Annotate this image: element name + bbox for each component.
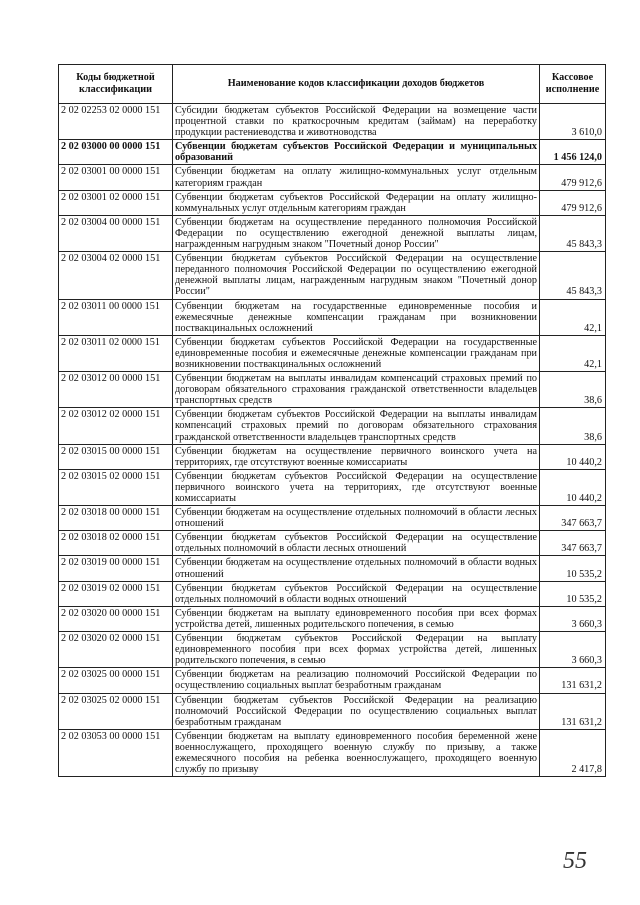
code-name-cell: Субвенции бюджетам на выплаты инвалидам компенсаций страховых премий по договорам обязательного страхования гражданской ответственности владельцев транспортных средств [173, 372, 540, 408]
table-header-row [59, 65, 606, 104]
budget-code-cell: 2 02 03020 00 0000 151 [59, 606, 173, 631]
amount-cell: 2 417,8 [540, 729, 606, 776]
code-name-cell: Субвенции бюджетам субъектов Российской Федерации на реализацию полномочий Российской Федерации по осуществлению социальных выплат безработным гражданам [173, 693, 540, 729]
budget-code-cell: 2 02 03025 00 0000 151 [59, 668, 173, 693]
amount-cell: 10 440,2 [540, 444, 606, 469]
code-name-cell: Субвенции бюджетам на выплату единовременного пособия при всех формах устройства детей, лишенных родительского попечения, в семью [173, 606, 540, 631]
budget-code-cell: 2 02 03025 02 0000 151 [59, 693, 173, 729]
budget-code-cell: 2 02 02253 02 0000 151 [59, 104, 173, 140]
amount-cell: 42,1 [540, 335, 606, 371]
amount-cell: 479 912,6 [540, 190, 606, 215]
amount-cell: 10 535,2 [540, 556, 606, 581]
table-row [59, 581, 606, 606]
header-code-names: Наименование кодов классификации доходов бюджетов [173, 65, 540, 104]
code-name-cell: Субвенции бюджетам субъектов Российской Федерации на оплату жилищно-коммунальных услуг отдельным категориям граждан [173, 190, 540, 215]
amount-cell: 347 663,7 [540, 531, 606, 556]
amount-cell: 10 535,2 [540, 581, 606, 606]
amount-cell: 347 663,7 [540, 506, 606, 531]
amount-cell: 38,6 [540, 408, 606, 444]
table-row [59, 632, 606, 668]
table-row [59, 252, 606, 299]
amount-cell: 10 440,2 [540, 469, 606, 505]
amount-cell: 479 912,6 [540, 165, 606, 190]
code-name-cell: Субвенции бюджетам субъектов Российской Федерации на осуществление отдельных полномочий в области лесных отношений [173, 531, 540, 556]
page-number: 55 [563, 848, 587, 874]
code-name-cell: Субвенции бюджетам субъектов Российской Федерации на осуществление отдельных полномочий в области водных отношений [173, 581, 540, 606]
table-row [59, 299, 606, 335]
budget-code-cell: 2 02 03015 02 0000 151 [59, 469, 173, 505]
table-row [59, 668, 606, 693]
table-row [59, 372, 606, 408]
amount-cell: 45 843,3 [540, 215, 606, 251]
budget-code-cell: 2 02 03000 00 0000 151 [59, 140, 173, 165]
budget-code-cell: 2 02 03012 02 0000 151 [59, 408, 173, 444]
budget-code-cell: 2 02 03011 02 0000 151 [59, 335, 173, 371]
code-name-cell: Субвенции бюджетам субъектов Российской Федерации на выплату единовременного пособия при всех формах устройства детей, лишенных родительского попечения, в семью [173, 632, 540, 668]
code-name-cell: Субвенции бюджетам на осуществление отдельных полномочий в области водных отношений [173, 556, 540, 581]
table-row [59, 506, 606, 531]
header-cash-execution: Кассовое исполнение [540, 65, 606, 104]
budget-code-cell: 2 02 03004 02 0000 151 [59, 252, 173, 299]
code-name-cell: Субсидии бюджетам субъектов Российской Федерации на возмещение части процентной ставки по краткосрочным кредитам (займам) на переработку продукции растениеводства и животноводства [173, 104, 540, 140]
budget-code-cell: 2 02 03012 00 0000 151 [59, 372, 173, 408]
amount-cell: 3 660,3 [540, 606, 606, 631]
budget-code-cell: 2 02 03015 00 0000 151 [59, 444, 173, 469]
code-name-cell: Субвенции бюджетам субъектов Российской Федерации на осуществление первичного воинского учета на территориях, где отсутствуют военные комиссариаты [173, 469, 540, 505]
code-name-cell: Субвенции бюджетам на выплату единовременного пособия беременной жене военнослужащего, проходящего военную службу по призыву, а также ежемесячного пособия на ребенка военнослужащего, проходящего военную службу по призыву [173, 729, 540, 776]
code-name-cell: Субвенции бюджетам на оплату жилищно-коммунальных услуг отдельным категориям граждан [173, 165, 540, 190]
table-row [59, 556, 606, 581]
table-row [59, 693, 606, 729]
code-name-cell: Субвенции бюджетам субъектов Российской Федерации на выплаты инвалидам компенсаций страховых премий по договорам обязательного страхования гражданской ответственности владельцев транспортных средств [173, 408, 540, 444]
budget-code-cell: 2 02 03018 00 0000 151 [59, 506, 173, 531]
budget-code-cell: 2 02 03020 02 0000 151 [59, 632, 173, 668]
code-name-cell: Субвенции бюджетам субъектов Российской Федерации на государственные единовременные пособия и ежемесячные денежные компенсации гражданам при возникновении поствакцинальных осложнений [173, 335, 540, 371]
amount-cell: 45 843,3 [540, 252, 606, 299]
table-row [59, 606, 606, 631]
header-budget-codes: Коды бюджетной классификации [59, 65, 173, 104]
table-row [59, 531, 606, 556]
amount-cell: 38,6 [540, 372, 606, 408]
budget-code-cell: 2 02 03004 00 0000 151 [59, 215, 173, 251]
amount-cell: 42,1 [540, 299, 606, 335]
budget-code-cell: 2 02 03019 00 0000 151 [59, 556, 173, 581]
table-row [59, 729, 606, 776]
code-name-cell: Субвенции бюджетам субъектов Российской Федерации и муниципальных образований [173, 140, 540, 165]
budget-code-cell: 2 02 03011 00 0000 151 [59, 299, 173, 335]
table-row [59, 104, 606, 140]
amount-cell: 131 631,2 [540, 668, 606, 693]
budget-code-cell: 2 02 03019 02 0000 151 [59, 581, 173, 606]
budget-code-cell: 2 02 03001 02 0000 151 [59, 190, 173, 215]
code-name-cell: Субвенции бюджетам на осуществление отдельных полномочий в области лесных отношений [173, 506, 540, 531]
budget-code-cell: 2 02 03053 00 0000 151 [59, 729, 173, 776]
code-name-cell: Субвенции бюджетам на государственные единовременные пособия и ежемесячные денежные компенсации гражданам при возникновении поствакцинальных осложнений [173, 299, 540, 335]
table-row [59, 469, 606, 505]
table-row [59, 215, 606, 251]
code-name-cell: Субвенции бюджетам субъектов Российской Федерации на осуществление переданного полномочия Российской Федерации по осуществлению ежегодной денежной выплаты лицам, награжденным нагрудным знаком "Почетный донор России" [173, 252, 540, 299]
table-row [59, 140, 606, 165]
code-name-cell: Субвенции бюджетам на реализацию полномочий Российской Федерации по осуществлению социальных выплат безработным гражданам [173, 668, 540, 693]
table-row [59, 408, 606, 444]
amount-cell: 3 610,0 [540, 104, 606, 140]
amount-cell: 3 660,3 [540, 632, 606, 668]
table-row [59, 190, 606, 215]
budget-code-cell: 2 02 03018 02 0000 151 [59, 531, 173, 556]
code-name-cell: Субвенции бюджетам на осуществление переданного полномочия Российской Федерации по осуществлению ежегодной денежной выплаты лицам, награжденным нагрудным знаком "Почетный донор России" [173, 215, 540, 251]
table-row [59, 444, 606, 469]
table-row [59, 335, 606, 371]
budget-code-cell: 2 02 03001 00 0000 151 [59, 165, 173, 190]
amount-cell: 131 631,2 [540, 693, 606, 729]
code-name-cell: Субвенции бюджетам на осуществление первичного воинского учета на территориях, где отсутствуют военные комиссариаты [173, 444, 540, 469]
table-row [59, 165, 606, 190]
amount-cell: 1 456 124,0 [540, 140, 606, 165]
budget-revenue-table [58, 64, 606, 777]
